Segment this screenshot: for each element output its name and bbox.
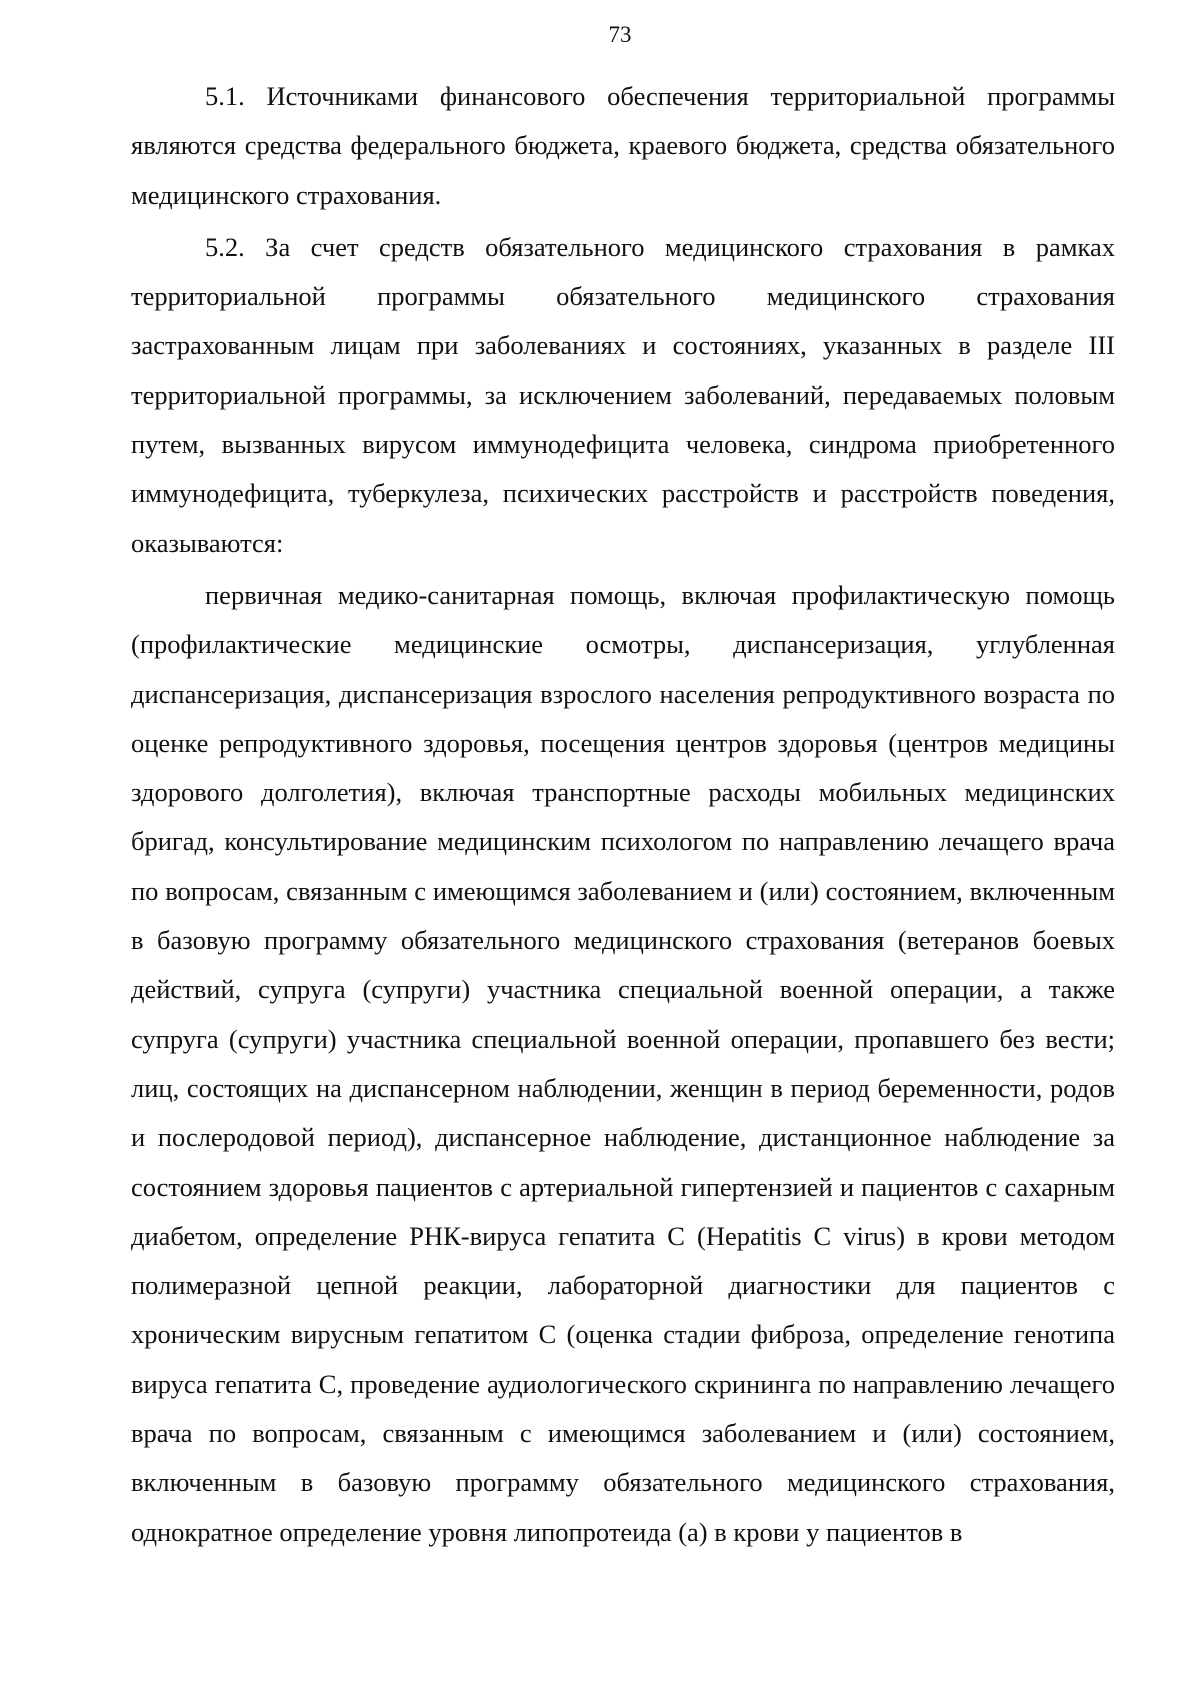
paragraph-primary-care: первичная медико-санитарная помощь, включая профилактическую помощь (профилактические медицинские осмотры, диспансеризация, углубленная диспансеризация, диспансеризация взрослого населения репродуктивного возраста по оценке репродуктивного здоровья, посещения центров здоровья (центров медицины здорового долголетия), включая транспортные расходы мобильных медицинских бригад, консультирование медицинским психологом по направлению лечащего врача по вопросам, связанным с имеющимся заболеванием и (или) состоянием, включенным в базовую программу обязательного медицинского страхования (ветеранов боевых действий, супруга (супруги) участника специальной военной операции, а также супруга (супруги) участника специальной военной операции, пропавшего без вести; лиц, состоящих на диспансерном наблюдении, женщин в период беременности, родов и послеродовой период), диспансерное наблюдение, дистанционное наблюдение за состоянием здоровья пациентов с артериальной гипертензией и пациентов с сахарным диабетом, определение РНК-вируса гепатита C (Hepatitis C virus) в крови методом полимеразной цепной реакции, лабораторной диагностики для пациентов с хроническим вирусным гепатитом C (оценка стадии фиброза, определение генотипа вируса гепатита C, проведение аудиологического скрининга по направлению лечащего врача по вопросам, связанным с имеющимся заболеванием и (или) состоянием, включенным в базовую программу обязательного медицинского страхования, однократное определение уровня липопротеида (а) в крови у пациентов в	[131, 579, 1115, 1547]
page-number: 73	[608, 22, 632, 47]
paragraph-5-2: 5.2. За счет средств обязательного медицинского страхования в рамках территориальной программы обязательного медицинского страхования застрахованным лицам при заболеваниях и состояниях, указанных в разделе III территориальной программы, за исключением заболеваний, передаваемых половым путем, вызванных вирусом иммунодефицита человека, синдрома приобретенного иммунодефицита, туберкулеза, психических расстройств и расстройств поведения, оказываются:	[131, 231, 1115, 558]
paragraph-5-1: 5.1. Источниками финансового обеспечения территориальной программы являются средства федерального бюджета, краевого бюджета, средства обязательного медицинского страхования.	[131, 81, 1115, 210]
document-body	[131, 72, 1115, 1560]
